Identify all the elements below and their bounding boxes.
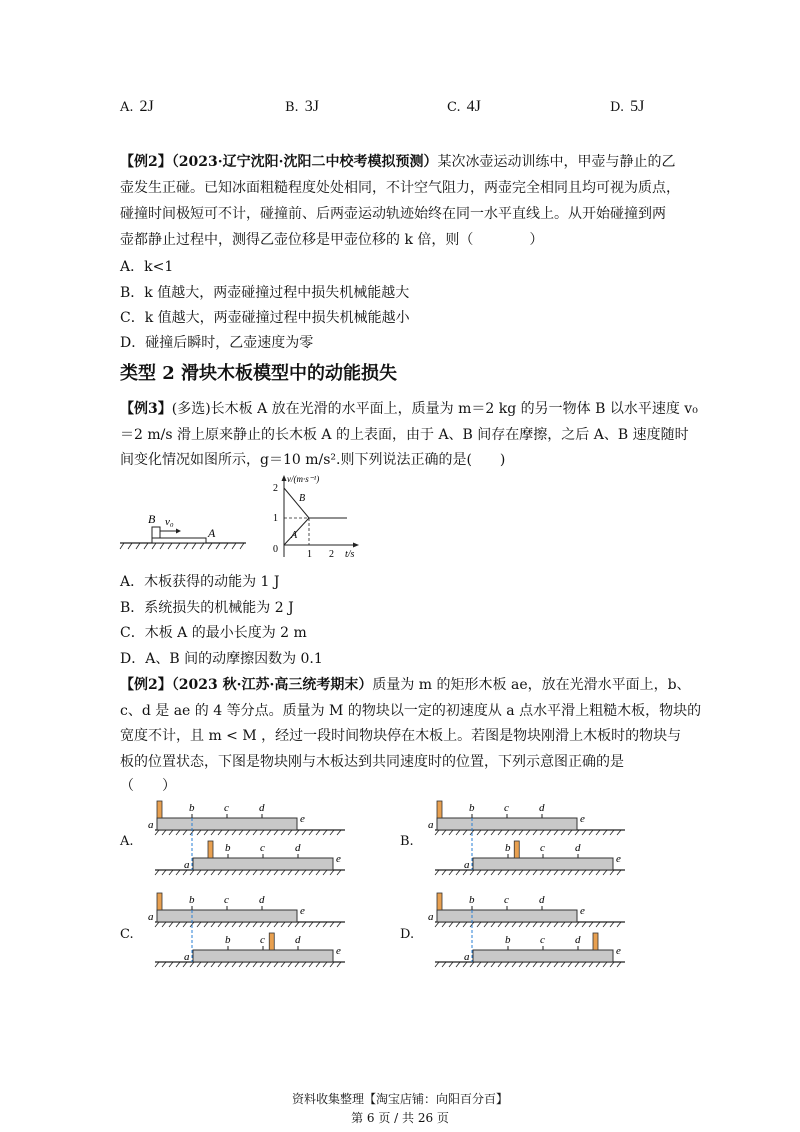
- tick-x2: 2: [329, 549, 334, 560]
- block-initial: [437, 801, 442, 818]
- tick-y2: 2: [273, 483, 278, 494]
- ex4-line3: 宽度不计，且 m < M ，经过一段时间物块停在木板上。若图是物块刚滑上木板时的物块与: [120, 728, 682, 744]
- board-initial: [148, 802, 305, 831]
- ex4-letter-d: D.: [400, 927, 415, 942]
- tick-origin: 0: [273, 544, 278, 555]
- point-label-e: e: [616, 853, 621, 865]
- ex2-option-b: B．k 值越大，两壶碰撞过程中损失机械能越大: [120, 285, 410, 301]
- footer-page-number: 第 6 页 / 共 26 页: [351, 1111, 449, 1125]
- ex4-line5: （ ）: [120, 778, 176, 794]
- ground: [120, 543, 246, 549]
- board-final: [184, 934, 341, 963]
- label-b: B: [148, 512, 156, 526]
- ex4-line4: 板的位置状态，下图是物块刚与木板达到共同速度时的位置，下列示意图正确的是: [120, 754, 624, 770]
- point-label-a: a: [464, 951, 470, 963]
- point-label-c: c: [260, 934, 265, 946]
- block-final: [269, 933, 274, 950]
- point-label-e: e: [336, 853, 341, 865]
- ground: [435, 922, 625, 927]
- label-v0: v₀: [165, 516, 174, 528]
- board-final: [184, 842, 341, 871]
- block-b: [152, 527, 160, 538]
- board-block-figure: [118, 505, 248, 555]
- point-label-d: d: [575, 842, 581, 854]
- board-a: [152, 538, 206, 543]
- point-label-d: d: [539, 894, 545, 906]
- ex3-option-b: B．系统损失的机械能为 2 J: [120, 600, 294, 616]
- ground: [155, 830, 345, 835]
- point-label-b: b: [189, 802, 195, 814]
- point-label-b: b: [225, 934, 231, 946]
- point-label-d: d: [259, 802, 265, 814]
- vt-graph: [265, 472, 365, 562]
- point-label-e: e: [580, 905, 585, 917]
- point-label-c: c: [260, 842, 265, 854]
- ex4-letter-c: C.: [120, 927, 134, 942]
- block-initial: [437, 893, 442, 910]
- point-label-e: e: [580, 813, 585, 825]
- ex2-option-c: C．k 值越大，两壶碰撞过程中损失机械能越小: [120, 310, 410, 326]
- point-label-c: c: [224, 894, 229, 906]
- board-final: [464, 842, 621, 871]
- point-label-e: e: [616, 945, 621, 957]
- ex2-line3: 碰撞时间极短可不计，碰撞前、后两壶运动轨迹始终在同一水平直线上。从开始碰撞到两: [120, 206, 666, 222]
- point-label-e: e: [300, 813, 305, 825]
- point-label-a: a: [148, 819, 154, 831]
- point-label-d: d: [575, 934, 581, 946]
- block-final: [514, 841, 519, 858]
- ex4-letter-b: B.: [400, 834, 414, 849]
- ex2-option-a: A．k<1: [120, 259, 174, 275]
- option-c: C. 4J: [447, 98, 481, 115]
- board-initial: [428, 802, 585, 831]
- point-label-a: a: [184, 859, 190, 871]
- ex3-option-d: D．A、B 间的动摩擦因数为 0.1: [120, 651, 323, 667]
- ex2-option-d: D．碰撞后瞬时，乙壶速度为零: [120, 335, 314, 351]
- ground: [435, 830, 625, 835]
- point-label-b: b: [189, 894, 195, 906]
- point-label-d: d: [539, 802, 545, 814]
- ex3-option-c: C．木板 A 的最小长度为 2 m: [120, 625, 307, 641]
- ex4-diagram-d: [425, 888, 635, 978]
- ex3-option-a: A．木板获得的动能为 1 J: [120, 574, 280, 590]
- y-axis-label: v/(m·s⁻¹): [287, 474, 320, 484]
- point-label-a: a: [464, 859, 470, 871]
- ex4-line2: c、d 是 ae 的 4 等分点。质量为 M 的物块以一定的初速度从 a 点水平滑上粗糙木板，物块的: [120, 703, 702, 719]
- point-label-a: a: [148, 911, 154, 923]
- point-label-c: c: [504, 802, 509, 814]
- block-initial: [157, 801, 162, 818]
- point-label-c: c: [540, 934, 545, 946]
- tick-x1: 1: [307, 549, 312, 560]
- section-heading: 类型 2 滑块木板模型中的动能损失: [120, 363, 398, 384]
- point-label-d: d: [295, 842, 301, 854]
- ex2-line4: 壶都静止过程中，测得乙壶位移是甲壶位移的 k 倍，则（ ）: [120, 232, 544, 248]
- footer-source: 资料收集整理【淘宝店铺：向阳百分百】: [291, 1092, 508, 1106]
- board-initial: [428, 894, 585, 923]
- label-a: A: [208, 526, 216, 540]
- ex3-line2: ＝2 m/s 滑上原来静止的长木板 A 的上表面，由于 A、B 间存在摩擦，之后 A、B 速度随时: [120, 427, 689, 443]
- point-label-e: e: [336, 945, 341, 957]
- point-label-c: c: [504, 894, 509, 906]
- ex3-line3: 间变化情况如图所示，g＝10 m/s².则下列说法正确的是( ): [120, 452, 506, 468]
- block-final: [208, 841, 213, 858]
- ground: [155, 922, 345, 927]
- point-label-b: b: [225, 842, 231, 854]
- point-label-c: c: [540, 842, 545, 854]
- tick-y1: 1: [273, 513, 278, 524]
- point-label-a: a: [428, 911, 434, 923]
- ex2-line1: 【例2】（2023·辽宁沈阳·沈阳二中校考模拟预测）某次冰壶运动训练中，甲壶与静止的乙: [120, 154, 676, 170]
- x-axis-label: t/s: [345, 549, 355, 560]
- block-final: [593, 933, 598, 950]
- ex4-diagram-a: [145, 796, 355, 886]
- ex4-diagram-c: [145, 888, 355, 978]
- point-label-b: b: [505, 934, 511, 946]
- point-label-c: c: [224, 802, 229, 814]
- block-initial: [157, 893, 162, 910]
- ex3-line1: 【例3】(多选)长木板 A 放在光滑的水平面上，质量为 m＝2 kg 的另一物体 B 以水平速度 v₀: [120, 401, 698, 417]
- curve-a-label: A: [291, 530, 298, 541]
- option-a: A. 2J: [120, 98, 154, 115]
- point-label-a: a: [184, 951, 190, 963]
- curve-b-label: B: [299, 493, 306, 504]
- point-label-d: d: [259, 894, 265, 906]
- point-label-b: b: [469, 802, 475, 814]
- ex4-diagram-b: [425, 796, 635, 886]
- curve-b: [284, 488, 309, 518]
- option-b: B. 3J: [285, 98, 319, 115]
- point-label-a: a: [428, 819, 434, 831]
- point-label-e: e: [300, 905, 305, 917]
- point-label-d: d: [295, 934, 301, 946]
- ex2-line2: 壶发生正碰。已知冰面粗糙程度处处相同，不计空气阻力，两壶完全相同且均可视为质点，: [120, 180, 680, 196]
- ex4-line1: 【例2】（2023 秋·江苏·高三统考期末）质量为 m 的矩形木板 ae，放在光滑水平面上，b、: [120, 677, 691, 693]
- point-label-b: b: [505, 842, 511, 854]
- option-d: D. 5J: [610, 98, 645, 115]
- board-initial: [148, 894, 305, 923]
- point-label-b: b: [469, 894, 475, 906]
- ex4-letter-a: A.: [120, 834, 134, 849]
